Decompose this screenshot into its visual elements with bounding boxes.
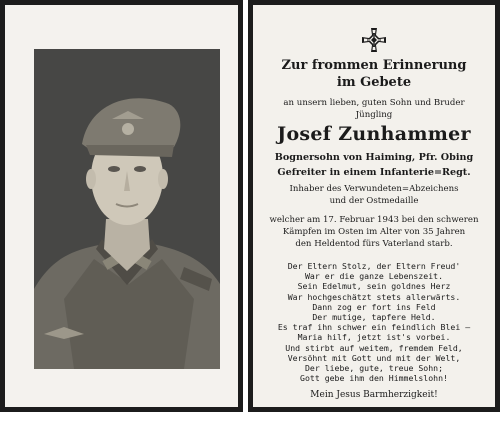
heading-line-1: Zur frommen Erinnerung: [281, 58, 467, 73]
poem-line: Es traf ihn schwer ein feindlich Blei —: [277, 322, 471, 333]
memorial-poem: [253, 261, 495, 383]
poem-line: Sein Edelmut, sein goldnes Herz: [297, 281, 451, 292]
soldier-portrait-image: [34, 49, 220, 369]
poem-line: Der Eltern Stolz, der Eltern Freud': [287, 261, 461, 271]
awards-line-1: Inhaber des Verwundeten=Abzeichens: [289, 184, 459, 194]
poem-line: Maria hilf, jetzt ist's vorbei.: [297, 332, 451, 343]
poem-line: Und stirbt auf weitem, fremdem Feld,: [285, 342, 463, 353]
intro-line-1: an unsern lieben, guten Sohn und Bruder: [283, 98, 465, 108]
portrait-photo: [34, 49, 220, 369]
deceased-name: Josef Zunhammer: [277, 123, 471, 145]
occupation-line: Bognersohn von Haiming, Pfr. Obing: [274, 152, 474, 163]
photo-card-paper: [5, 5, 238, 407]
awards-line-2: und der Ostmedaille: [329, 196, 419, 206]
death-line-3: den Heldentod fürs Vaterland starb.: [295, 239, 453, 249]
poem-line: Versöhnt mit Gott und mit der Welt,: [287, 352, 461, 363]
heading-line-2: im Gebete: [336, 75, 412, 90]
rank-line: Gefreiter in einem Infanterie=Regt.: [277, 167, 471, 178]
closing-prayer: Mein Jesus Barmherzigkeit!: [310, 390, 438, 400]
iron-cross-icon: [362, 28, 386, 52]
photo-card: [0, 0, 243, 412]
intro-line-2: Jüngling: [355, 110, 393, 120]
poem-line: Gott gebe ihm den Himmelslohn!: [300, 373, 448, 384]
poem-line: War hochgeschätzt stets allerwärts.: [287, 291, 461, 302]
death-line-1: welcher am 17. Februar 1943 bei den schweren: [269, 215, 479, 225]
poem-line: Der liebe, gute, treue Sohn;: [304, 363, 444, 374]
death-line-2: Kämpfen im Osten im Alter von 35 Jahren: [282, 227, 466, 237]
text-card-paper: [253, 5, 495, 407]
text-card: [248, 0, 500, 412]
poem-line: War er die ganze Lebenszeit.: [304, 271, 444, 282]
poem-line: Dann zog er fort ins Feld: [312, 301, 436, 312]
poem-line: Der mutige, tapfere Held.: [312, 312, 436, 323]
